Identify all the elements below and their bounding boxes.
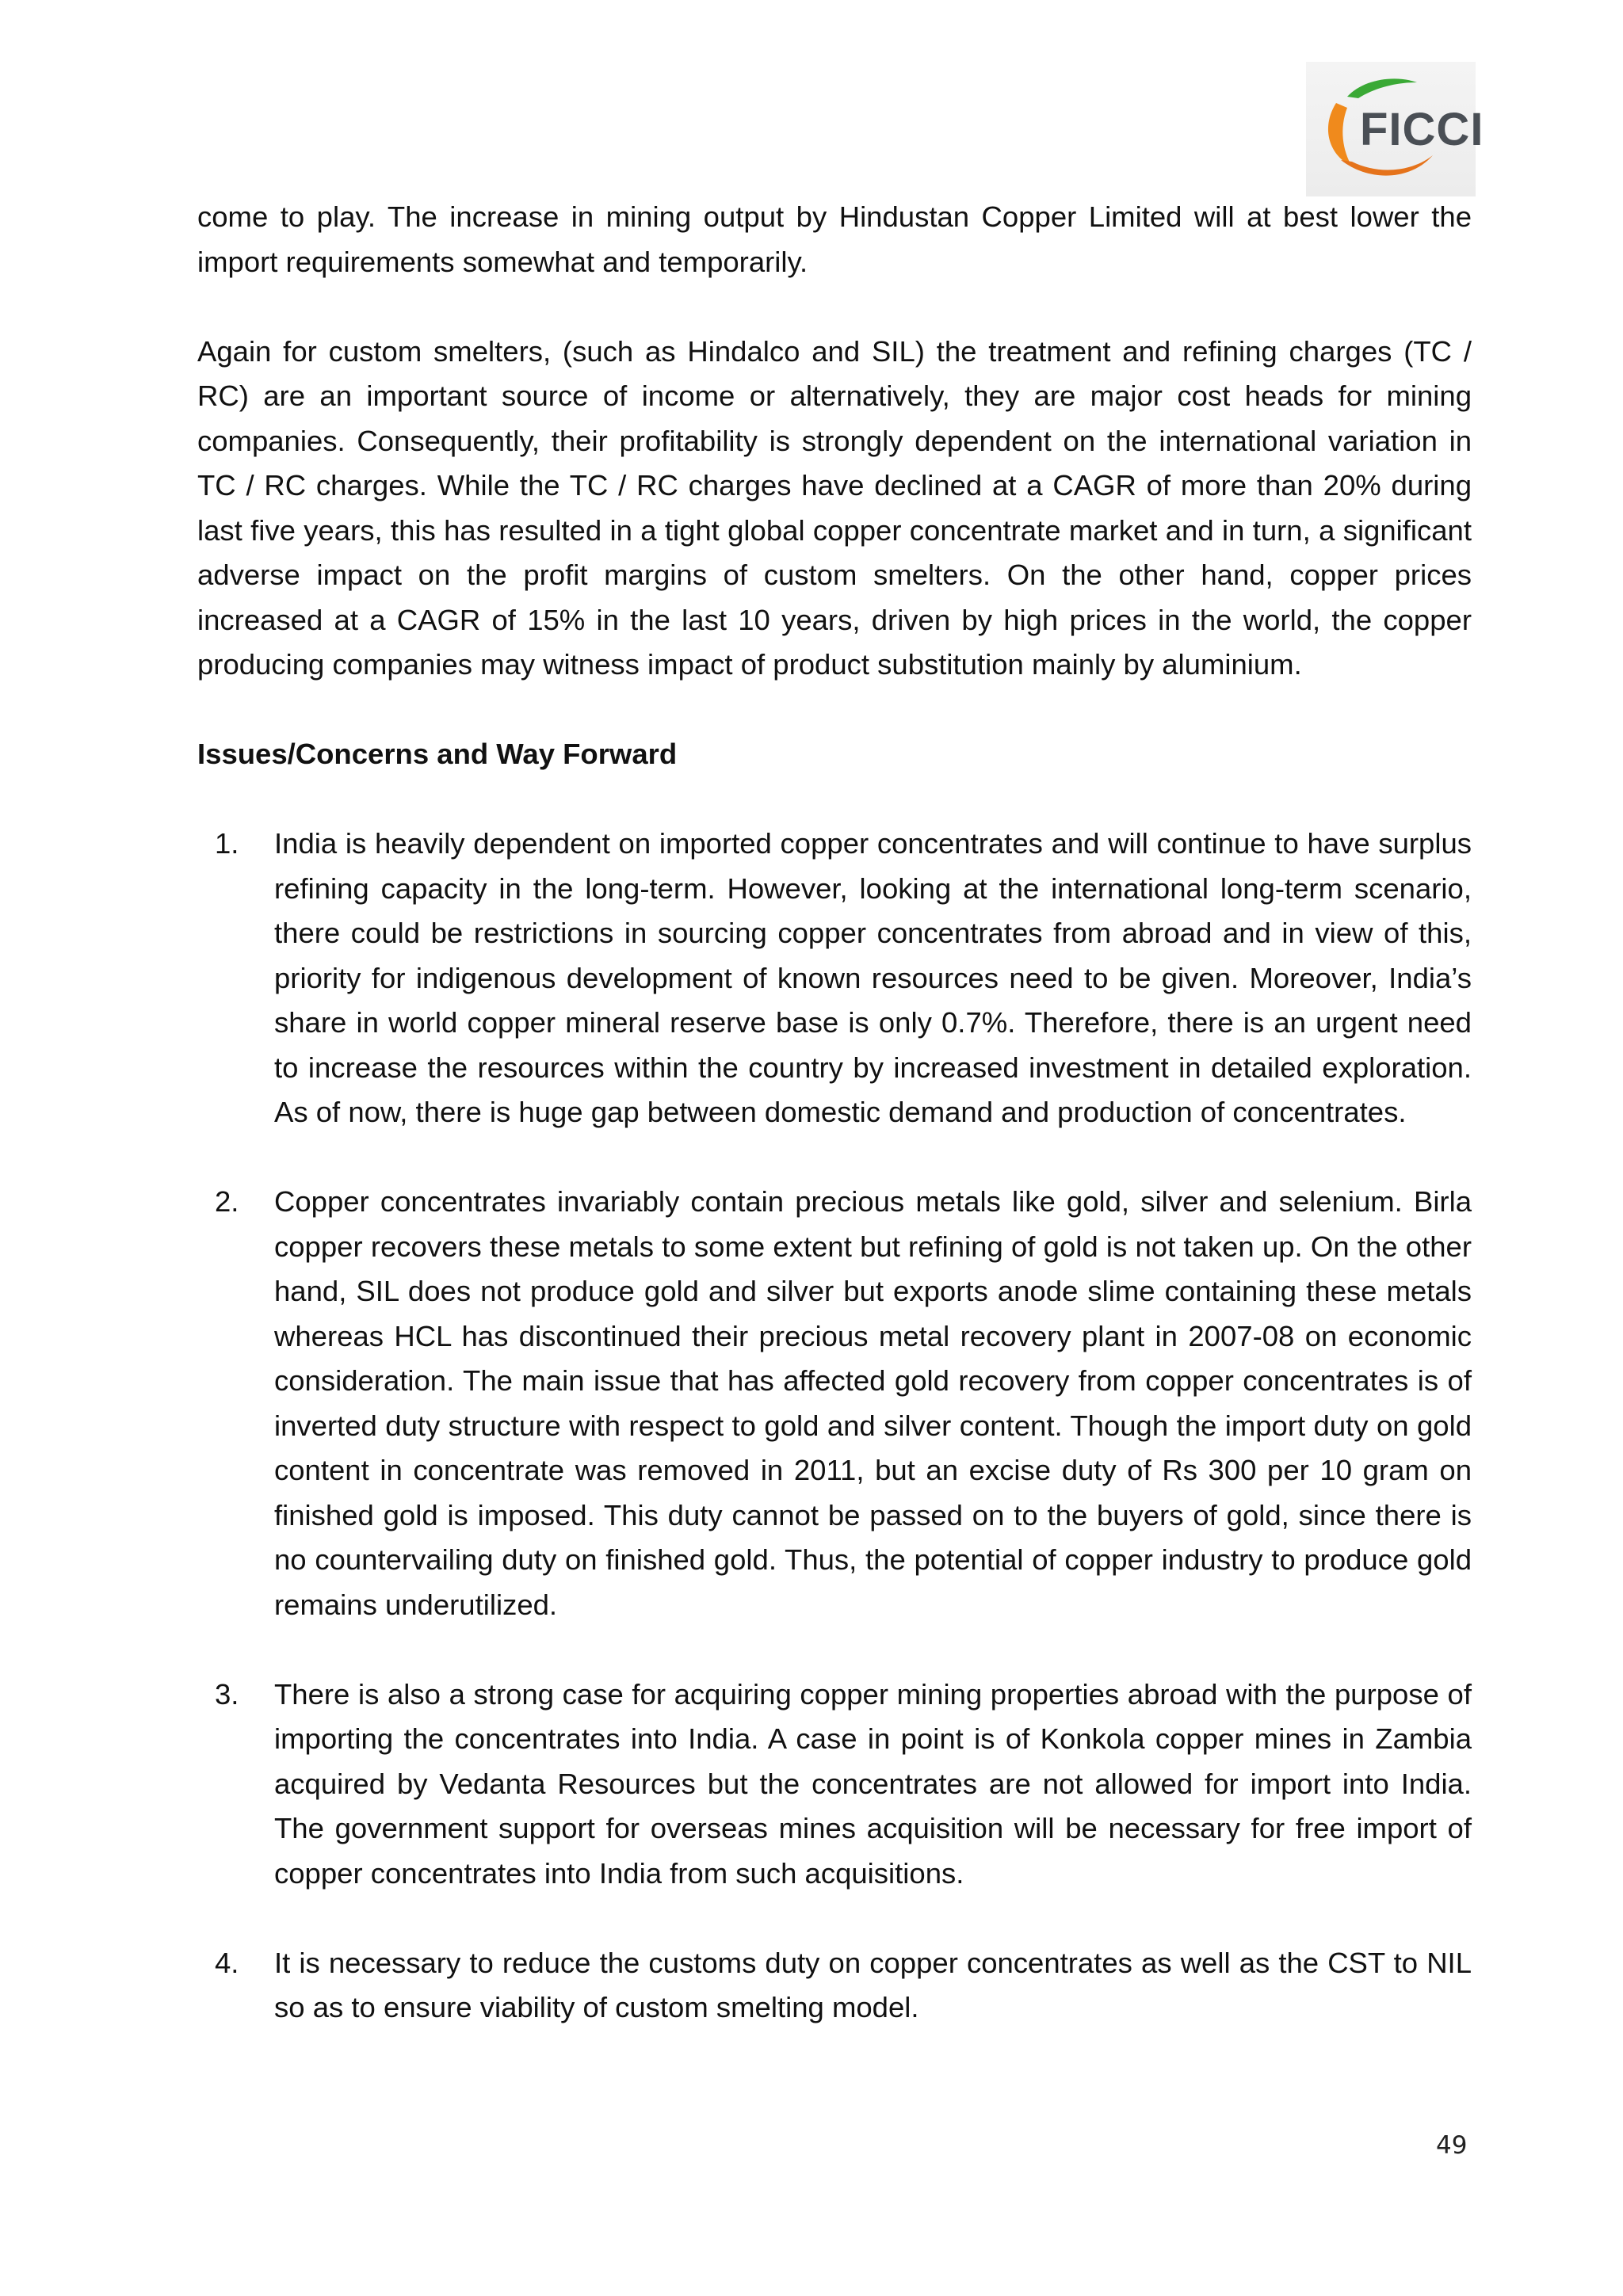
list-number: 3.	[215, 1677, 239, 1711]
list-number: 1.	[215, 827, 239, 860]
list-number: 4.	[215, 1946, 239, 1979]
list-item-text: India is heavily dependent on imported copper concentrates and will continue to have surplus refining capacity in the long-term. However, looking at the international long-term scenario, there could be restrictions in sourcing copper concentrates from abroad and in view of this, priority for indigenous development of known resources need to be given. Moreover, India’s share in world copper mineral reserve base is only 0.7%. Therefore, there is an urgent need to increase the resources within the country by increased investment in detailed exploration. As of now, there is huge gap between domestic demand and production of concentrates.	[274, 827, 1472, 1128]
issues-list	[197, 822, 1472, 2031]
section-heading: Issues/Concerns and Way Forward	[197, 738, 678, 770]
list-number: 2.	[215, 1185, 239, 1218]
list-item	[197, 1180, 1472, 1627]
page-number: 49	[1436, 2131, 1468, 2160]
list-item-text: It is necessary to reduce the customs duty on copper concentrates as well as the CST to NIL so as to ensure viability of custom smelting model.	[274, 1946, 1472, 2023]
list-item	[197, 1672, 1472, 1897]
logo-text: FICCI	[1360, 104, 1484, 155]
paragraph-2: Again for custom smelters, (such as Hindalco and SIL) the treatment and refining charges (TC / RC) are an important source of income or alternatively, they are major cost heads for mining companies. Consequently, their profitability is strongly dependent on the international variation in TC / RC charges. While the TC / RC charges have declined at a CAGR of more than 20% during last five years, this has resulted in a tight global copper concentrate market and in turn, a significant adverse impact on the profit margins of custom smelters. On the other hand, copper prices increased at a CAGR of 15% in the last 10 years, driven by high prices in the world, the copper producing companies may witness impact of product substitution mainly by aluminium.	[197, 334, 1472, 681]
list-item-text: Copper concentrates invariably contain precious metals like gold, silver and selenium. Birla copper recovers these metals to some extent but refining of gold is not taken up. On the other hand, SIL does not produce gold and silver but exports anode slime containing these metals whereas HCL has discontinued their precious metal recovery plant in 2007-08 on economic consideration. The main issue that has affected gold recovery from copper concentrates is of inverted duty structure with respect to gold and silver content. Though the import duty on gold content in concentrate was removed in 2011, but an excise duty of Rs 300 per 10 gram on finished gold is imposed. This duty cannot be passed on to the buyers of gold, since there is no countervailing duty on finished gold. Thus, the potential of copper industry to produce gold remains underutilized.	[274, 1185, 1472, 1621]
list-item	[197, 1941, 1472, 2031]
ficci-logo	[1306, 62, 1484, 196]
document-body	[197, 195, 1472, 2075]
list-item-text: There is also a strong case for acquiring copper mining properties abroad with the purpose of importing the concentrates into India. A case in point is of Konkola copper mines in Zambia acquired by Vedanta Resources but the concentrates are not allowed for import into India. The government support for overseas mines acquisition will be necessary for free import of copper concentrates into India from such acquisitions.	[274, 1677, 1472, 1890]
paragraph-1: come to play. The increase in mining output by Hindustan Copper Limited will at best lower the import requirements somewhat and temporarily.	[197, 200, 1472, 278]
list-item	[197, 822, 1472, 1135]
